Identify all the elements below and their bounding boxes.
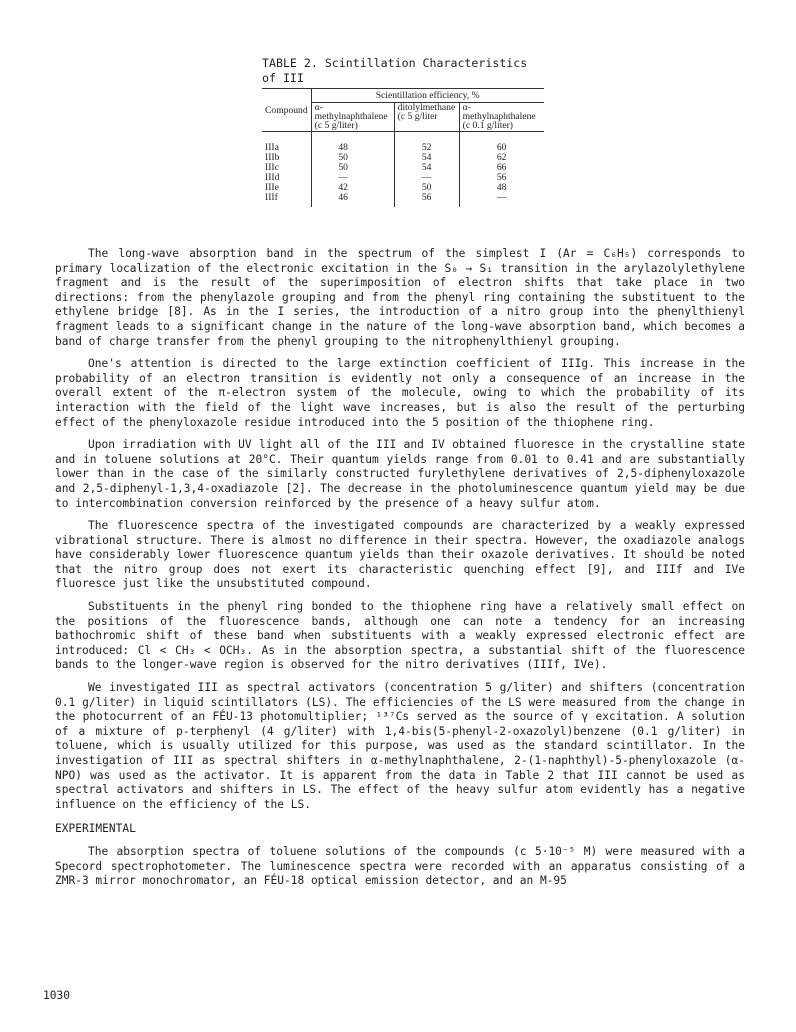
row-compound: IIIb (262, 153, 311, 163)
row-compound: IIIc (262, 163, 311, 173)
table-caption: TABLE 2. Scintillation Characteristics of III (262, 56, 528, 85)
paragraph: The long-wave absorption band in the spectrum of the simplest I (Ar = C₆H₅) corresponds to primary localization of the electronic excitation in the S₀ → S₁ transition in the arylazolylethylene fragment and is the result of the superimposition of electron shifts that take place in two directions: from the phenylazole grouping and from the phenyl ring containing the substituent to the ethylene bridge [8]. As in the I series, the introduction of a nitro group into the phenylthienyl fragment leads to a significant change in the nature of the long-wave absorption band, which becomes a band of charge transfer from the phenyl grouping to the nitrophenylthienyl grouping. (55, 247, 745, 348)
paragraph: One's attention is directed to the large extinction coefficient of IIIg. This increase in the probability of an electron transition is evidently not only a consequence of an increase in the overall extent of the π-electron system of the molecule, owing to which the probability of its interaction with the field of the light wave increases, but is also the result of the perturbing effect of the phenyloxazole residue introduced into the 5 position of the thiophene ring. (55, 357, 745, 429)
section-heading: EXPERIMENTAL (55, 822, 136, 836)
row-value: 48 (311, 132, 394, 154)
row-value: 48 (459, 183, 544, 193)
scintillation-table (262, 88, 544, 207)
table-header-col-2: ditolylmethane (c 5 g/liter (394, 103, 459, 132)
table-header-col-1: α-methylnaphthalene (c 5 g/liter) (311, 103, 394, 132)
row-value: — (394, 173, 459, 183)
paragraph: The fluorescence spectra of the investigated compounds are characterized by a weakly expressed vibrational structure. There is almost no difference in their spectra. However, the oxadiazole analogs have considerably lower fluorescence quantum yields than their oxazole derivatives. It should be noted that the nitro group does not exert its characteristic quenching effect [9], and IIIf and IVe fluoresce just like the unsubstituted compound. (55, 519, 745, 591)
row-value: 62 (459, 153, 544, 163)
row-value: 60 (459, 132, 544, 154)
body-text (55, 247, 745, 897)
table-header-compound: Compound (262, 89, 311, 132)
row-value: 54 (394, 163, 459, 173)
row-value: 46 (311, 193, 394, 207)
row-value: — (311, 173, 394, 183)
row-compound: IIIf (262, 193, 311, 207)
row-value: 42 (311, 183, 394, 193)
row-value: — (459, 193, 544, 207)
page-number: 1030 (43, 989, 70, 1002)
table-header-group: Scientillation efficiency, % (311, 89, 544, 103)
row-value: 56 (394, 193, 459, 207)
row-value: 50 (311, 153, 394, 163)
table-row (262, 193, 544, 207)
row-compound: IIIe (262, 183, 311, 193)
row-value: 50 (394, 183, 459, 193)
paragraph: Substituents in the phenyl ring bonded to the thiophene ring have a relatively small effect on the positions of the fluorescence bands, although one can note a tendency for an increasing bathochromic shift of these band when substituents with a weakly expressed electronic effect are introduced: Cl < CH₃ < OCH₃. As in the absorption spectra, a substantial shift of the fluorescence bands to the longer-wave region is observed for the nitro derivatives (IIIf, IVe). (55, 600, 745, 672)
row-value: 52 (394, 132, 459, 154)
table-header-col-3: α-methylnaphthalene (c 0.1 g/liter) (459, 103, 544, 132)
row-value: 66 (459, 163, 544, 173)
paragraph: Upon irradiation with UV light all of the III and IV obtained fluoresce in the crystalline state and in toluene solutions at 20°C. Their quantum yields range from 0.01 to 0.41 and are substantially lower than in the case of the similarly constructed furylethylene derivatives of 2,5-diphenyloxazole and 2,5-diphenyl-1,3,4-oxadiazole [2]. The decrease in the photoluminescence quantum yield may be due to intercombination conversion reinforced by the presence of a heavy sulfur atom. (55, 438, 745, 510)
paragraph: The absorption spectra of toluene solutions of the compounds (c 5·10⁻⁵ M) were measured with a Specord spectrophotometer. The luminescence spectra were recorded with an apparatus consisting of a ZMR-3 mirror monochromator, an FÉU-18 optical emission detector, and an M-95 (55, 844, 745, 888)
row-compound: IIId (262, 173, 311, 183)
table-row (262, 132, 544, 154)
row-compound: IIIa (262, 132, 311, 154)
paragraph: We investigated III as spectral activators (concentration 5 g/liter) and shifters (concentration 0.1 g/liter) in liquid scintillators (LS). The efficiencies of the LS were measured from the change in the photocurrent of an FÉU-13 photomultiplier; ¹³⁷Cs served as the source of γ excitation. A solution of a mixture of p-terphenyl (4 g/liter) with 1,4-bis(5-phenyl-2-oxazolyl)benzene (0.1 g/liter) in toluene, which is usually utilized for this purpose, was used as the standard scintillator. In the investigation of III as spectral shifters in α-methylnaphthalene, 2-(1-naphthyl)-5-phenyloxazole (α-NPO) was used as the activator. It is apparent from the data in Table 2 that III cannot be used as spectral activators and shifters in LS. The effect of the heavy sulfur atom evidently has a negative influence on the efficiency of the LS. (55, 681, 745, 811)
row-value: 50 (311, 163, 394, 173)
row-value: 54 (394, 153, 459, 163)
row-value: 56 (459, 173, 544, 183)
